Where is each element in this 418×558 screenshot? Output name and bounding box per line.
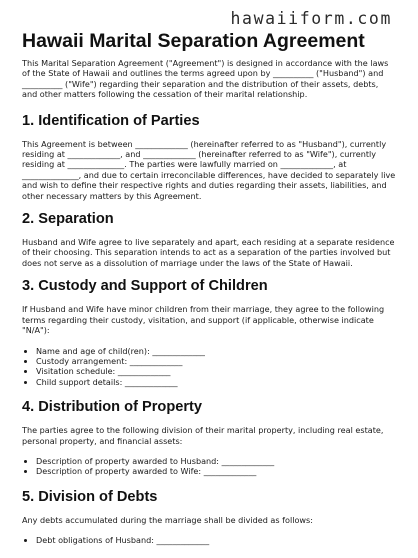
section-paragraph: Any debts accumulated during the marriage shall be divided as follows: bbox=[22, 514, 313, 525]
list-item: • Debt obligations of Husband: _____________ bbox=[36, 535, 396, 545]
section-paragraph: This Agreement is between _____________ (hereinafter referred to as "Husband"), currently residing at _____________, and _____________ (hereinafter referred to as "Wife"), currently residing at ______________. The parties were lawfully married on _____________, at ______________, and due to certain irreconcilable differences, have decided to separately live and wish to define their respective rights and duties regarding their assets, liabilities, and other necessary matters by this Agreement. bbox=[22, 138, 396, 201]
section-heading: 3. Custody and Support of Children bbox=[22, 278, 268, 295]
site-brand: hawaiiform.com bbox=[230, 9, 392, 28]
intro-paragraph: This Marital Separation Agreement ("Agreement") is designed in accordance with the laws of the State of Hawaii and outlines the terms agreed upon by __________ ("Husband") and __________ ("Wife") regarding their separation and the distribution of their assets, debts, and other matters following the cessation of their marital relationship. bbox=[22, 58, 389, 100]
section-property bbox=[22, 399, 396, 477]
section-heading: 4. Distribution of Property bbox=[22, 399, 202, 416]
document-body bbox=[22, 58, 396, 558]
section-identification bbox=[22, 113, 396, 201]
section-paragraph: Husband and Wife agree to live separately and apart, each residing at a separate residence of their choosing. This separation intends to act as a separation of the parties involved but does not serve as a dissolution of marriage under the laws of the State of Hawaii. bbox=[22, 237, 395, 268]
section-heading: 1. Identification of Parties bbox=[22, 112, 200, 129]
section-custody bbox=[22, 278, 396, 387]
document-title: Hawaii Marital Separation Agreement bbox=[22, 30, 365, 52]
list-item: • Visitation schedule: _____________ bbox=[36, 366, 396, 376]
list-item: • Description of property awarded to Husband: _____________ bbox=[36, 456, 396, 466]
list-item: • Description of property awarded to Wife: _____________ bbox=[36, 466, 396, 476]
section-paragraph: If Husband and Wife have minor children from their marriage, they agree to the following terms regarding their custody, visitation, and support (if applicable, otherwise indicate "N/A"): bbox=[22, 304, 385, 336]
list-item: • Custody arrangement: _____________ bbox=[36, 356, 396, 366]
section-separation bbox=[22, 211, 396, 268]
section-heading: 5. Division of Debts bbox=[22, 488, 158, 505]
section-heading: 2. Separation bbox=[22, 211, 114, 228]
property-list bbox=[22, 456, 396, 477]
section-paragraph: The parties agree to the following division of their marital property, including real estate, personal property, and financial assets: bbox=[22, 425, 384, 446]
custody-list bbox=[22, 346, 396, 388]
list-item: • Name and age of child(ren): _____________ bbox=[36, 346, 396, 356]
section-debts bbox=[22, 489, 396, 546]
debts-list bbox=[22, 535, 396, 545]
list-item: • Child support details: _____________ bbox=[36, 377, 396, 387]
